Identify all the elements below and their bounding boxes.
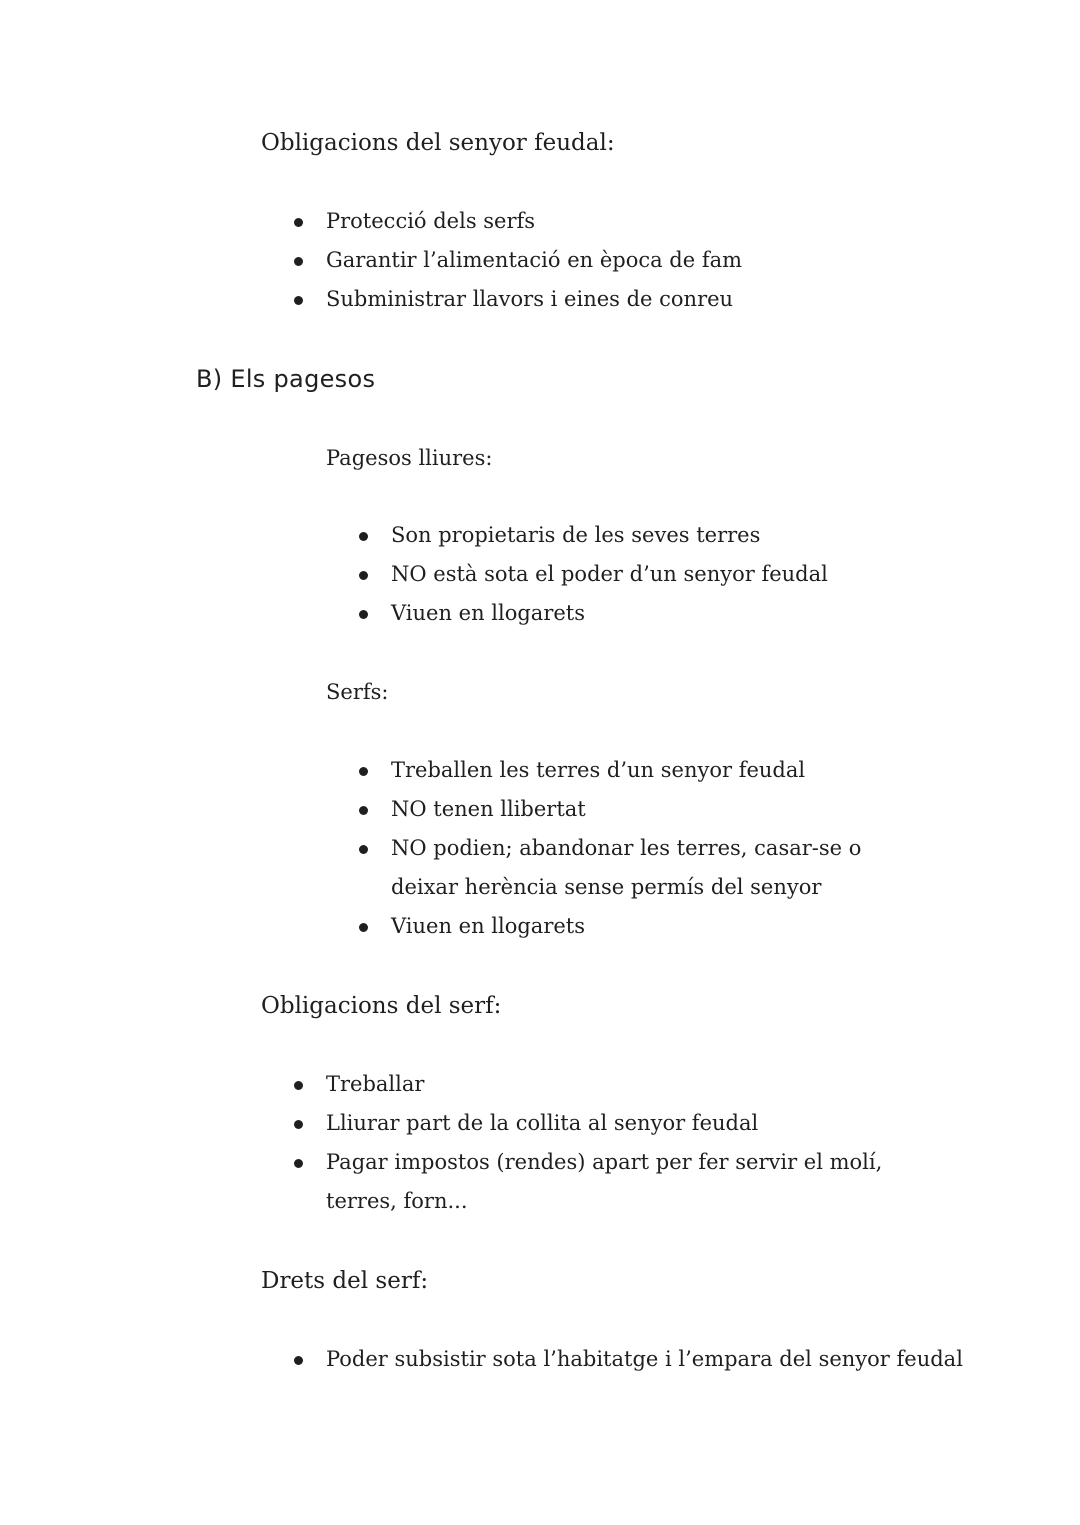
- list-item: [261, 280, 961, 319]
- list-item-text: Lliurar part de la collita al senyor feudal: [326, 1111, 759, 1135]
- list-item-text: Viuen en llogarets: [391, 914, 586, 938]
- bullet-icon: [294, 1159, 303, 1168]
- list-item: [326, 594, 946, 633]
- bullet-icon: [359, 610, 368, 619]
- serfs-list: [326, 751, 926, 946]
- serf-obligations-heading: Obligacions del serf:: [261, 993, 502, 1019]
- list-item-text: NO tenen llibertat: [391, 797, 586, 821]
- senyor-obligations-list: [261, 202, 961, 319]
- list-item-text: NO podien; abandonar les terres, casar-se o deixar herència sense permís del senyor: [391, 836, 862, 899]
- pagesos-lliures-list: [326, 516, 946, 633]
- list-item: [261, 1104, 926, 1143]
- bullet-icon: [294, 1120, 303, 1129]
- list-item-text: Viuen en llogarets: [391, 601, 586, 625]
- bullet-icon: [294, 1356, 303, 1365]
- bullet-icon: [294, 296, 303, 305]
- serf-rights-list: [261, 1340, 1041, 1379]
- list-item: [261, 1340, 1041, 1379]
- list-item-text: Pagar impostos (rendes) apart per fer servir el molí, terres, forn...: [326, 1150, 883, 1213]
- bullet-icon: [359, 767, 368, 776]
- list-item: [261, 241, 961, 280]
- bullet-icon: [359, 845, 368, 854]
- list-item: [326, 516, 946, 555]
- bullet-icon: [359, 923, 368, 932]
- serf-obligations-list: [261, 1065, 926, 1221]
- list-item-text: Subministrar llavors i eines de conreu: [326, 287, 734, 311]
- list-item: [326, 907, 926, 946]
- list-item-text: Treballar: [326, 1072, 425, 1096]
- list-item-text: Garantir l’alimentació en època de fam: [326, 248, 743, 272]
- list-item: [261, 1065, 926, 1104]
- list-item-text: NO està sota el poder d’un senyor feudal: [391, 562, 828, 586]
- list-item-text: Treballen les terres d’un senyor feudal: [391, 758, 806, 782]
- list-item: [326, 751, 926, 790]
- serf-rights-heading: Drets del serf:: [261, 1268, 429, 1294]
- bullet-icon: [294, 1081, 303, 1090]
- list-item: [326, 829, 926, 907]
- list-item-text: Poder subsistir sota l’habitatge i l’empara del senyor feudal: [326, 1347, 963, 1371]
- list-item: [326, 555, 946, 594]
- list-item-text: Son propietaris de les seves terres: [391, 523, 761, 547]
- serfs-heading: Serfs:: [326, 680, 389, 704]
- list-item-text: Protecció dels serfs: [326, 209, 536, 233]
- pagesos-lliures-heading: Pagesos lliures:: [326, 446, 493, 470]
- section-title-pagesos: B) Els pagesos: [196, 365, 376, 393]
- senyor-obligations-heading: Obligacions del senyor feudal:: [261, 130, 615, 156]
- bullet-icon: [359, 571, 368, 580]
- bullet-icon: [294, 257, 303, 266]
- bullet-icon: [359, 532, 368, 541]
- list-item: [326, 790, 926, 829]
- bullet-icon: [294, 218, 303, 227]
- list-item: [261, 202, 961, 241]
- bullet-icon: [359, 806, 368, 815]
- list-item: [261, 1143, 926, 1221]
